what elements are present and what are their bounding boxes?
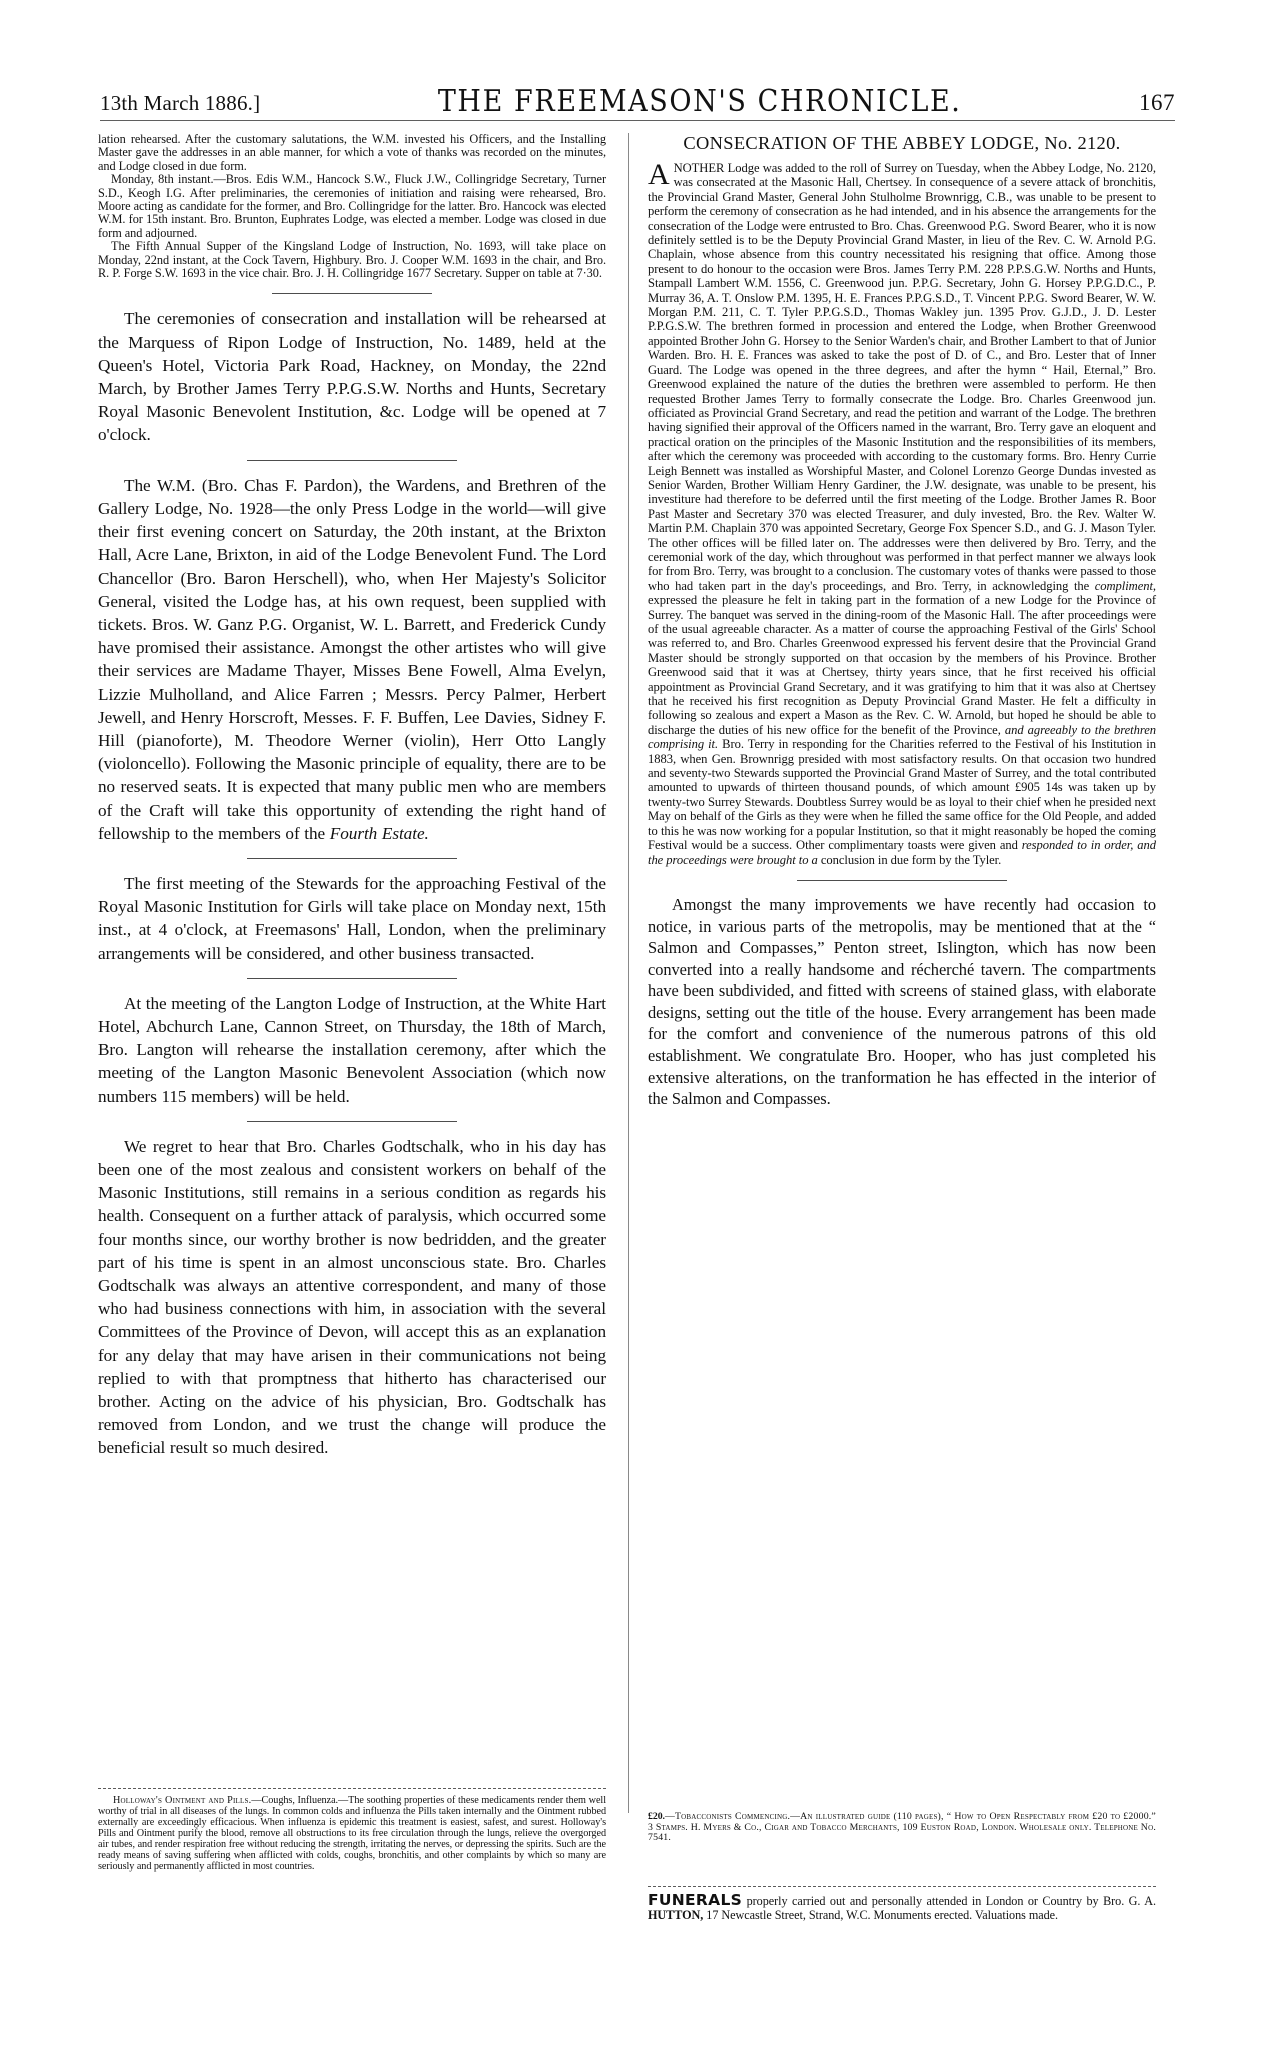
gallery-concert-italic-tail: Fourth Estate. <box>329 823 429 843</box>
consecration-text-2: expressed the pleasure he felt in taking part in the formation of a new Lodge for the Province of Surrey. The banquet was served in the dining-room of the Masonic Hall. The after proceedings were of the usual agreeable character. As a matter of course the approaching Festival of the Girls' School was referred to, and Bro. Charles Greenwood expressed his fervent desire that the Provincial Grand Master should be strongly supported on that occasion by the members of his Province. Brother Greenwood said that it was at Chertsey, thirty years since, that he first received his official appointment as Provincial Grand Secretary, and it was gratifying to him that it was also at Chertsey that he received his first recognition as Deputy Provincial Grand Master. He felt a difficulty in following so zealous and expert a Mason as the Rev. C. W. Arnold, but hoped he should be able to discharge the duties of his new office for the benefit of the Province, <box>648 593 1156 737</box>
publication-title: THE FREEMASON'S CHRONICLE. <box>437 84 962 119</box>
paragraph-salmon-compasses: Amongst the many improvements we have recently had occasion to notice, in various parts of the metropolis, may be mentioned that at the “ Salmon and Compasses,” Penton street, Islington, which has now been converted into a really handsome and récherché tavern. The compartments have been subdivided, and fitted with screens of stained glass, with elaborate designs, setting out the title of the house. Every arrangement has been made for the comfort and convenience of the numerous patrons of this old establishment. We congratulate Bro. Hooper, who has just completed his extensive alterations, on the tranformation he has effected in the interior of the Salmon and Compasses. <box>648 894 1156 1109</box>
page-number: 167 <box>1139 90 1175 115</box>
consecration-text-3: Bro. Terry in responding for the Charities referred to the Festival of his Institution in 1883, when Gen. Brownrigg presided with most satisfactory results. On that occasion two hundred and seventy-two Stewards supported the Provincial Grand Master of Surrey, and the total contributed amounted to upwards of thirteen thousand pounds, of which amount £905 14s was taken up by twenty-two Surrey Stewards. Doubtless Surrey would be as loyal to their chief when he presided next May on behalf of the Girls as they were when he filled the same office for the Old People, and added to this he was now working for a popular Institution, so that it might reasonably be hoped the coming Festival would be a success. Other complimentary toasts were given and <box>648 737 1156 853</box>
consecration-text-1: NOTHER Lodge was added to the roll of Surrey on Tuesday, when the Abbey Lodge, No. 2120, was consecrated at the Masonic Hall, Chertsey. In consequence of a severe attack of bronchitis, the Provincial Grand Master, General John Stulholme Brownrigg, C.B., was unable to be present to perform the ceremony of consecration as he had intended, and in his absence the arrangements for the consecration of the Lodge were entrusted to Bro. Chas. Greenwood P.G. Sword Bearer, who it is now definitely settled is to be the Deputy Provincial Grand Master, in lieu of the Rev. C. W. Arnold P.G. Chaplain, whose absence from this country necessitated his resigning that office. Among those present to do honour to the occasion were Bros. James Terry P.M. 228 P.P.S.G.W. Norths and Hunts, Stampall Lambert W.M. 1556, C. Greenwood jun. P.P.G. Secretary, John G. Horsey P.P.G.D.C., P. Murray 36, A. T. Onslow P.M. 1395, H. E. Frances P.P.G.S.D., T. Vincent P.P.G. Sword Bearer, W. W. Morgan P.M. 211, C. T. Tyler P.P.G.S.D., Thomas Wakley jun. 1395 Prov. G.J.D., J. D. Lester P.P.G.S.W. The brethren formed in procession and entered the Lodge, when Brother Greenwood appointed Brother John G. Horsey to the Senior Warden's chair, and Brother Lambert to that of Junior Warden. Bro. H. E. Frances was asked to take the post of D. of C., and Bro. Lester that of Inner Guard. The Lodge was opened in the three degrees, and after the hymn “ Hail, Eternal,” Bro. Greenwood explained the nature of the duties the brethren were assembled to perform. He then requested Brother James Terry to formally consecrate the Lodge. Bro. Charles Greenwood jun. officiated as Provincial Grand Secretary, and read the petition and warrant of the Lodge. The brethren having signified their approval of the Officers named in the warrant, Bro. Terry gave an eloquent and practical oration on the principles of the Masonic Institution and the responsibilities of its members, after which the ceremony was proceeded with according to the customary forms. Bro. Henry Currie Leigh Bennett was installed as Worshipful Master, and Colonel Lorenzo George Dundas invested as Senior Warden, Brother William Henry Gardiner, the J.W. designate, was unable to be present, his investiture had therefore to be deferred until the first meeting of the Lodge. Brother James R. Boor Past Master and Secretary 370 was elected Treasurer, and duly invested, Bro. the Rev. Walter W. Martin P.M. Chaplain 370 was appointed Secretary, George Fox Spencer S.D., and G. J. Mason Tyler. The other offices will be filled later on. The addresses were then delivered by Bro. Terry, and the ceremonial work of the day, which throughout was performed in that perfect manner we always look for from Bro. Terry, was brought to a conclusion. The customary votes of thanks were passed to those who had taken part in the day's proceedings, and Bro. Terry, in acknowledging the <box>648 161 1156 593</box>
funerals-ad-headword: FUNERALS <box>648 1891 743 1909</box>
masthead-rule <box>100 120 1175 121</box>
paragraph-monday-report: Monday, 8th instant.—Bros. Edis W.M., Hancock S.W., Fluck J.W., Collingridge Secretary, Turner S.D., Keogh I.G. After preliminaries, the ceremonies of initiation and raising were rehearsed, Bro. Moore acting as candidate for the former, and Bro. Collingridge for the latter. Bro. Hancock was elected W.M. for 15th instant. Bro. Brunton, Euphrates Lodge, was elected a member. Lodge was closed in due form and adjourned. <box>98 172 606 240</box>
paragraph-godtschalk: We regret to hear that Bro. Charles Godtschalk, who in his day has been one of the most zealous and consistent workers on behalf of the Masonic Institutions, still remains in a serious condition as regards his health. Consequent on a further attack of paralysis, which occurred some four months since, our worthy brother is now bedridden, and the greater part of his time is spent in an almost unconscious state. Bro. Charles Godtschalk was always an attentive correspondent, and many of those who had business connections with him, in association with the several Committees of the Province of Devon, will accept this as an explanation for any delay that may have arisen in their communications not being replied to with that promptness that hitherto has characterised our brother. Acting on the advice of his physician, Bro. Godtschalk has removed from London, and we trust the change will produce the beneficial result so much desired. <box>98 1136 606 1458</box>
paragraph-report-continuation: lation rehearsed. After the customary salutations, the W.M. invested his Officers, and the Installing Master gave the addresses in an able manner, for which a vote of thanks was recorded on the minutes, and Lodge closed in due form. <box>98 132 606 173</box>
advertisement-tobacconists <box>648 1812 1156 1844</box>
right-column <box>648 133 1156 1110</box>
left-column <box>98 133 606 1460</box>
italic-phrase-2: responded to in order, and the proceedings were brought to a <box>648 838 1156 867</box>
funerals-ad-body-2: 17 Newcastle Street, Strand, W.C. Monuments erected. Valuations made. <box>703 1908 1059 1923</box>
consecration-text-4: conclusion in due form by the Tyler. <box>817 852 1002 867</box>
paragraph-kingsland-supper: The Fifth Annual Supper of the Kingsland Lodge of Instruction, No. 1693, will take place on Monday, 22nd instant, at the Cock Tavern, Highbury. Bro. J. Cooper W.M. 1693 in the chair, and Bro. R. P. Forge S.W. 1693 in the vice chair. Bro. J. H. Collingridge 1677 Secretary. Supper on table at 7·30. <box>98 239 606 281</box>
gallery-concert-text: The W.M. (Bro. Chas F. Pardon), the Wardens, and Brethren of the Gallery Lodge, No. 1928—the only Press Lodge in the world—will give their first evening concert on Saturday, the 20th instant, at the Brixton Hall, Acre Lane, Brixton, in aid of the Lodge Benevolent Fund. The Lord Chancellor (Bro. Baron Herschell), who, when Her Majesty's Solicitor General, visited the Lodge has, at his own request, been supplied with tickets. Bros. W. Ganz P.G. Organist, W. L. Barrett, and Frederick Cundy have promised their assistance. Amongst the other artistes who will give their services are Madame Thayer, Misses Bene Fowell, Alma Evelyn, Lizzie Mulholland, and Alice Farren ; Messrs. Percy Palmer, Herbert Jewell, and Henry Horscroft, Messes. F. F. Buffen, Lee Davies, Sidney F. Hill (pianoforte), M. Theodore Werner (violin), Herr Otto Langly (violoncello). Following the Masonic principle of equality, there are to be no reserved seats. It is expected that many public men who are members of the Craft will take this opportunity of extending the right hand of fellowship to the members of the <box>98 475 606 843</box>
drop-cap: A <box>648 158 670 191</box>
tobacconists-ad-text <box>648 1812 1156 1844</box>
paragraph-langton-lodge: At the meeting of the Langton Lodge of Instruction, at the White Hart Hotel, Abchurch Lane, Cannon Street, on Thursday, the 18th of March, Bro. Langton will rehearse the installation ceremony, after which the meeting of the Langton Masonic Benevolent Association (which now numbers 115 members) will be held. <box>98 993 606 1106</box>
paragraph-consecration-body <box>648 158 1156 867</box>
funerals-ad-body-1: properly carried out and personally attended in London or Country by Bro. G. A. <box>742 1894 1156 1908</box>
section-rule-5 <box>247 1121 457 1122</box>
tobacconists-ad-body: —Tobacconists Commencing.—An illustrated guide (110 pages), “ How to Open Respectably from £20 to £2000.” 3 Stamps. H. Myers & Co., Cigar and Tobacco Merchants, 109 Euston Road, London. Wholesale only. Telephone No. 7541. <box>648 1811 1156 1844</box>
italic-phrase-1: and agreeably to the brethren comprising it. <box>648 722 1156 752</box>
compliment-italic: compliment, <box>1094 578 1156 593</box>
paragraph-girls-festival: The first meeting of the Stewards for the approaching Festival of the Royal Masonic Institution for Girls will take place on Monday next, 15th inst., at 4 o'clock, at Freemasons' Hall, London, when the preliminary arrangements will be considered, and other business transacted. <box>98 873 606 963</box>
advertisement-holloway <box>98 1778 606 1872</box>
column-divider <box>628 133 629 1813</box>
paragraph-ripon-lodge: The ceremonies of consecration and installation will be rehearsed at the Marquess of Ripon Lodge of Instruction, No. 1489, held at the Queen's Hotel, Victoria Park Road, Hackney, on Monday, the 22nd March, by Brother James Terry P.P.G.S.W. Norths and Hunts, Secretary Royal Masonic Benevolent Institution, &c. Lodge will be opened at 7 o'clock. <box>98 309 606 445</box>
masthead <box>100 86 1175 117</box>
holloway-ad-lead-in: Holloway's Ointment and Pills. <box>113 1795 252 1806</box>
ad-rule-funerals <box>648 1886 1156 1887</box>
section-rule-3 <box>247 858 457 859</box>
ad-rule-holloway <box>98 1788 606 1789</box>
section-rule-4 <box>247 978 457 979</box>
holloway-ad-body: —Coughs, Influenza.—The soothing properties of these medicaments render them well worthy of trial in all diseases of the lungs. In common colds and influenza the Pills taken internally and the Ointment rubbed externally are exceedingly efficacious. When influenza is epidemic this treatment is easiest, safest, and surest. Holloway's Pills and Ointment purify the blood, remove all obstructions to its free circulation through the lungs, relieve the overgorged air tubes, and render respiration free without reducing the strength, irritating the nerves, or depressing the spirits. Such are the ready means of saving suffering when afflicted with colds, coughs, bronchitis, and other complaints by which so many are seriously and permanently afflicted in most countries. <box>98 1795 606 1872</box>
section-rule-1 <box>272 293 432 294</box>
article-headline: CONSECRATION OF THE ABBEY LODGE, No. 2120. <box>683 133 1121 153</box>
funerals-ad-proprietor: HUTTON, <box>648 1908 704 1923</box>
funerals-ad-text <box>648 1893 1156 1923</box>
section-rule-2 <box>247 460 457 461</box>
tobacconists-ad-price: £20. <box>648 1811 665 1822</box>
advertisement-funerals <box>648 1876 1156 1923</box>
holloway-ad-text <box>98 1795 606 1872</box>
paragraph-gallery-lodge-concert <box>98 474 606 845</box>
issue-date: 13th March 1886.] <box>100 91 261 115</box>
section-rule-right-1 <box>797 880 1007 881</box>
